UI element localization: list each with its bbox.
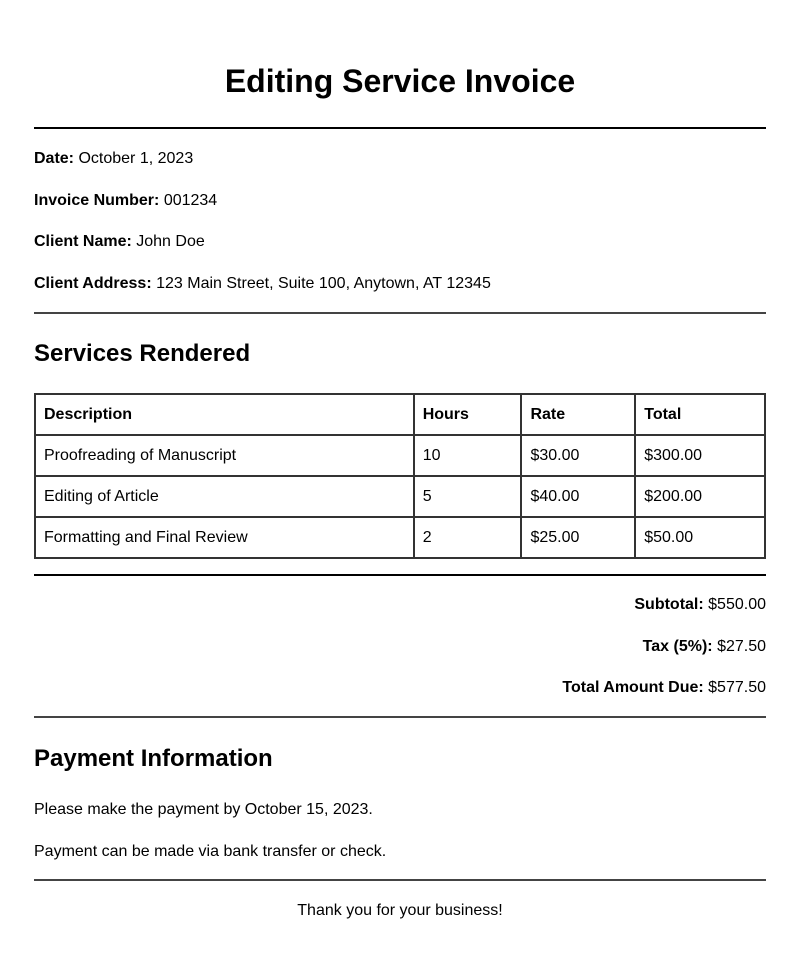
date-label: Date: [34,150,75,167]
cell-description: Editing of Article [35,476,414,517]
cell-hours: 10 [414,435,522,476]
divider [34,127,766,129]
client-name-label: Client Name: [34,233,132,250]
table-row [35,517,765,558]
table-row [35,476,765,517]
column-header-hours: Hours [414,394,522,435]
services-table [34,393,766,559]
client-name-line [34,232,205,252]
tax-value: $27.50 [717,638,766,655]
cell-rate: $30.00 [521,435,635,476]
column-header-total: Total [635,394,765,435]
client-name-value: John Doe [136,233,205,250]
client-address-line [34,274,491,294]
total-due-label: Total Amount Due: [562,679,704,696]
subtotal-label: Subtotal: [634,596,704,613]
date-line [34,149,193,169]
cell-rate: $40.00 [521,476,635,517]
payment-heading: Payment Information [34,745,273,772]
cell-hours: 2 [414,517,522,558]
thank-you-note: Thank you for your business! [297,902,503,919]
date-value: October 1, 2023 [78,150,194,167]
client-address-label: Client Address: [34,275,152,292]
invoice-number-line [34,191,217,211]
divider [34,312,766,314]
tax-line [643,637,766,657]
column-header-description: Description [35,394,414,435]
invoice-title: Editing Service Invoice [224,63,576,99]
total-due-line [562,678,766,698]
cell-description: Proofreading of Manuscript [35,435,414,476]
cell-total: $50.00 [635,517,765,558]
divider [34,574,766,576]
payment-method-text: Payment can be made via bank transfer or check. [34,843,387,860]
cell-description: Formatting and Final Review [35,517,414,558]
divider [34,879,766,881]
table-row [35,435,765,476]
total-due-value: $577.50 [708,679,766,696]
cell-total: $300.00 [635,435,765,476]
client-address-value: 123 Main Street, Suite 100, Anytown, AT 12345 [156,275,491,292]
invoice-number-label: Invoice Number: [34,192,160,209]
cell-rate: $25.00 [521,517,635,558]
payment-due-text: Please make the payment by October 15, 2023. [34,801,373,818]
subtotal-line [634,595,766,615]
cell-hours: 5 [414,476,522,517]
divider [34,716,766,718]
services-heading: Services Rendered [34,340,251,367]
tax-label: Tax (5%): [642,638,713,655]
invoice-number-value: 001234 [163,192,218,209]
column-header-rate: Rate [521,394,635,435]
subtotal-value: $550.00 [708,596,766,613]
cell-total: $200.00 [635,476,765,517]
table-header-row [35,394,765,435]
